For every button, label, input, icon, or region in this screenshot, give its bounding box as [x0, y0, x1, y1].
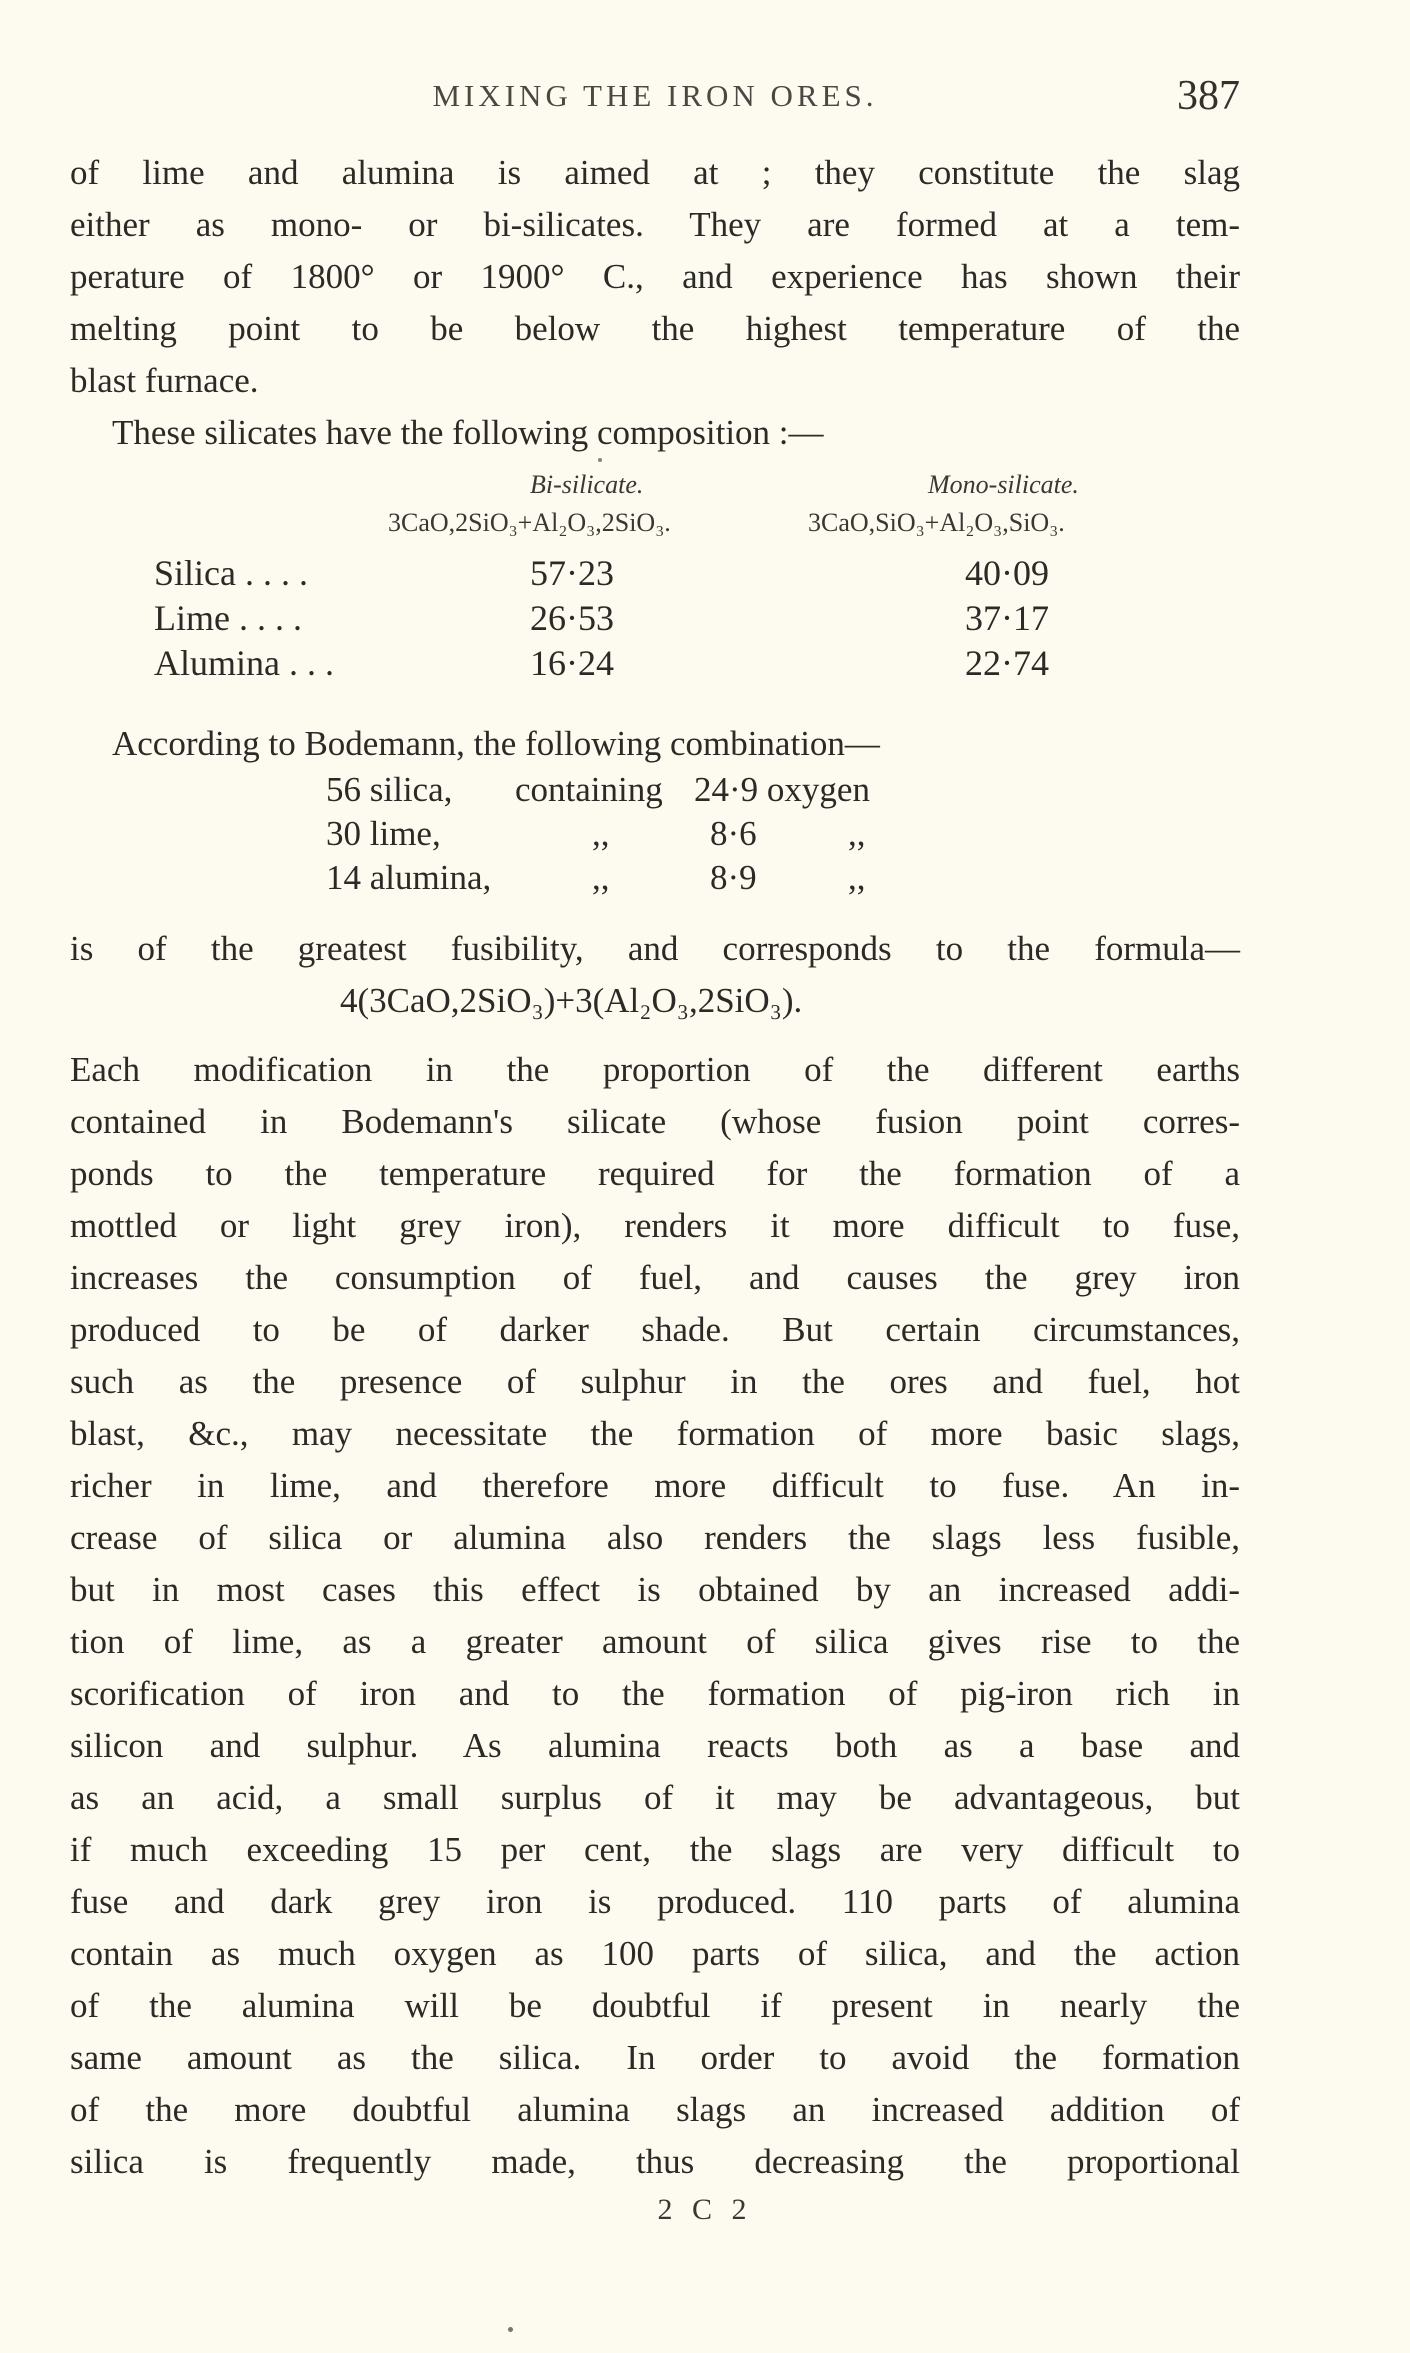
table-row — [70, 552, 1240, 597]
text-line: but in most cases this effect is obtained by an increased addi- — [70, 1570, 1240, 1609]
combination-ditto: ,, — [592, 814, 610, 853]
combination-value: 8·9 — [710, 858, 757, 897]
text-line: fuse and dark grey iron is produced. 110 parts of alumina — [70, 1882, 1240, 1921]
combination-row — [70, 814, 1240, 858]
combination-row — [70, 770, 1240, 814]
text-line: same amount as the silica. In order to avoid the formation — [70, 2038, 1240, 2077]
text-line: produced to be of darker shade. But certain circumstances, — [70, 1310, 1240, 1349]
combination-ditto: ,, — [848, 814, 866, 853]
text-line: of the more doubtful alumina slags an increased addition of — [70, 2090, 1240, 2129]
table-row — [70, 597, 1240, 642]
silicate-composition-table — [70, 470, 1240, 687]
text-line: contained in Bodemann's silicate (whose fusion point corres- — [70, 1102, 1240, 1141]
combination-row — [70, 858, 1240, 902]
text-line: blast, &c., may necessitate the formation of more basic slags, — [70, 1414, 1240, 1453]
table-header-row — [70, 470, 1240, 508]
text-line: if much exceeding 15 per cent, the slags are very difficult to — [70, 1830, 1240, 1869]
combination-ditto: ,, — [592, 858, 610, 897]
table-row — [70, 642, 1240, 687]
row-label: Lime . . . . — [154, 598, 302, 638]
text-line: tion of lime, as a greater amount of silica gives rise to the — [70, 1622, 1240, 1661]
combination-intro: According to Bodemann, the following combination— — [112, 724, 880, 763]
text-line: crease of silica or alumina also renders the slags less fusible, — [70, 1518, 1240, 1557]
text-line: contain as much oxygen as 100 parts of silica, and the action — [70, 1934, 1240, 1973]
text-line: such as the presence of sulphur in the ores and fuel, hot — [70, 1362, 1240, 1401]
text-line: mottled or light grey iron), renders it more difficult to fuse, — [70, 1206, 1240, 1245]
text-line: ponds to the temperature required for the formation of a — [70, 1154, 1240, 1193]
table-intro: These silicates have the following composition :— — [112, 413, 824, 452]
col-mono-silicate-title: Mono-silicate. — [928, 470, 1079, 499]
signature-mark: 2 C 2 — [657, 2193, 753, 2226]
combination-intro-block — [70, 718, 1240, 770]
bi-silicate-value: 57·23 — [530, 553, 614, 593]
text-line: blast furnace. — [70, 361, 259, 400]
text-line: as an acid, a small surplus of it may be advantageous, but — [70, 1778, 1240, 1817]
formula-block — [70, 923, 1240, 1027]
mono-silicate-value: 37·17 — [965, 598, 1049, 638]
bodemann-formula: 4(3CaO,2SiO₃)+3(Al₂O₃,2SiO₃). — [340, 981, 803, 1020]
row-label: Silica . . . . — [154, 553, 308, 593]
col-bi-silicate-title: Bi-silicate. — [530, 470, 644, 499]
combination-ditto: ,, — [848, 858, 866, 897]
row-label: Alumina . . . — [154, 643, 334, 683]
text-line: of the alumina will be doubtful if present in nearly the — [70, 1986, 1240, 2025]
col-bi-silicate-formula: 3CaO,2SiO₃+Al₂O₃,2SiO₃. — [388, 508, 671, 537]
combination-amount: 14 alumina, — [326, 858, 492, 897]
text-line: increases the consumption of fuel, and causes the grey iron — [70, 1258, 1240, 1297]
table-formula-row — [70, 508, 1240, 552]
bodemann-combination — [70, 770, 1240, 902]
mono-silicate-value: 40·09 — [965, 553, 1049, 593]
page-number: 387 — [1177, 73, 1240, 119]
text-line: richer in lime, and therefore more difficult to fuse. An in- — [70, 1466, 1240, 1505]
print-speck — [508, 2327, 513, 2332]
formula-intro: is of the greatest fusibility, and corresponds to the formula— — [70, 929, 1240, 968]
main-paragraph — [70, 1044, 1240, 2188]
bi-silicate-value: 16·24 — [530, 643, 614, 683]
bi-silicate-value: 26·53 — [530, 598, 614, 638]
text-line: of lime and alumina is aimed at ; they constitute the slag — [70, 153, 1240, 192]
combination-amount: 56 silica, — [326, 770, 453, 809]
text-line: scorification of iron and to the formation of pig-iron rich in — [70, 1674, 1240, 1713]
text-line: silicon and sulphur. As alumina reacts both as a base and — [70, 1726, 1240, 1765]
running-title: MIXING THE IRON ORES. — [432, 78, 878, 113]
combination-value: 24·9 oxygen — [694, 770, 870, 809]
text-line: silica is frequently made, thus decreasing the proportional — [70, 2142, 1240, 2181]
combination-ditto: containing — [515, 770, 663, 809]
text-line: perature of 1800° or 1900° C., and experience has shown their — [70, 257, 1240, 296]
mono-silicate-value: 22·74 — [965, 643, 1049, 683]
combination-amount: 30 lime, — [326, 814, 441, 853]
print-speck — [598, 458, 602, 462]
combination-value: 8·6 — [710, 814, 757, 853]
text-line: either as mono- or bi-silicates. They are formed at a tem- — [70, 205, 1240, 244]
col-mono-silicate-formula: 3CaO,SiO₃+Al₂O₃,SiO₃. — [808, 508, 1065, 537]
text-line: melting point to be below the highest temperature of the — [70, 309, 1240, 348]
intro-paragraph — [70, 147, 1240, 459]
page-header — [70, 73, 1240, 138]
text-line: Each modification in the proportion of the different earths — [70, 1050, 1240, 1089]
